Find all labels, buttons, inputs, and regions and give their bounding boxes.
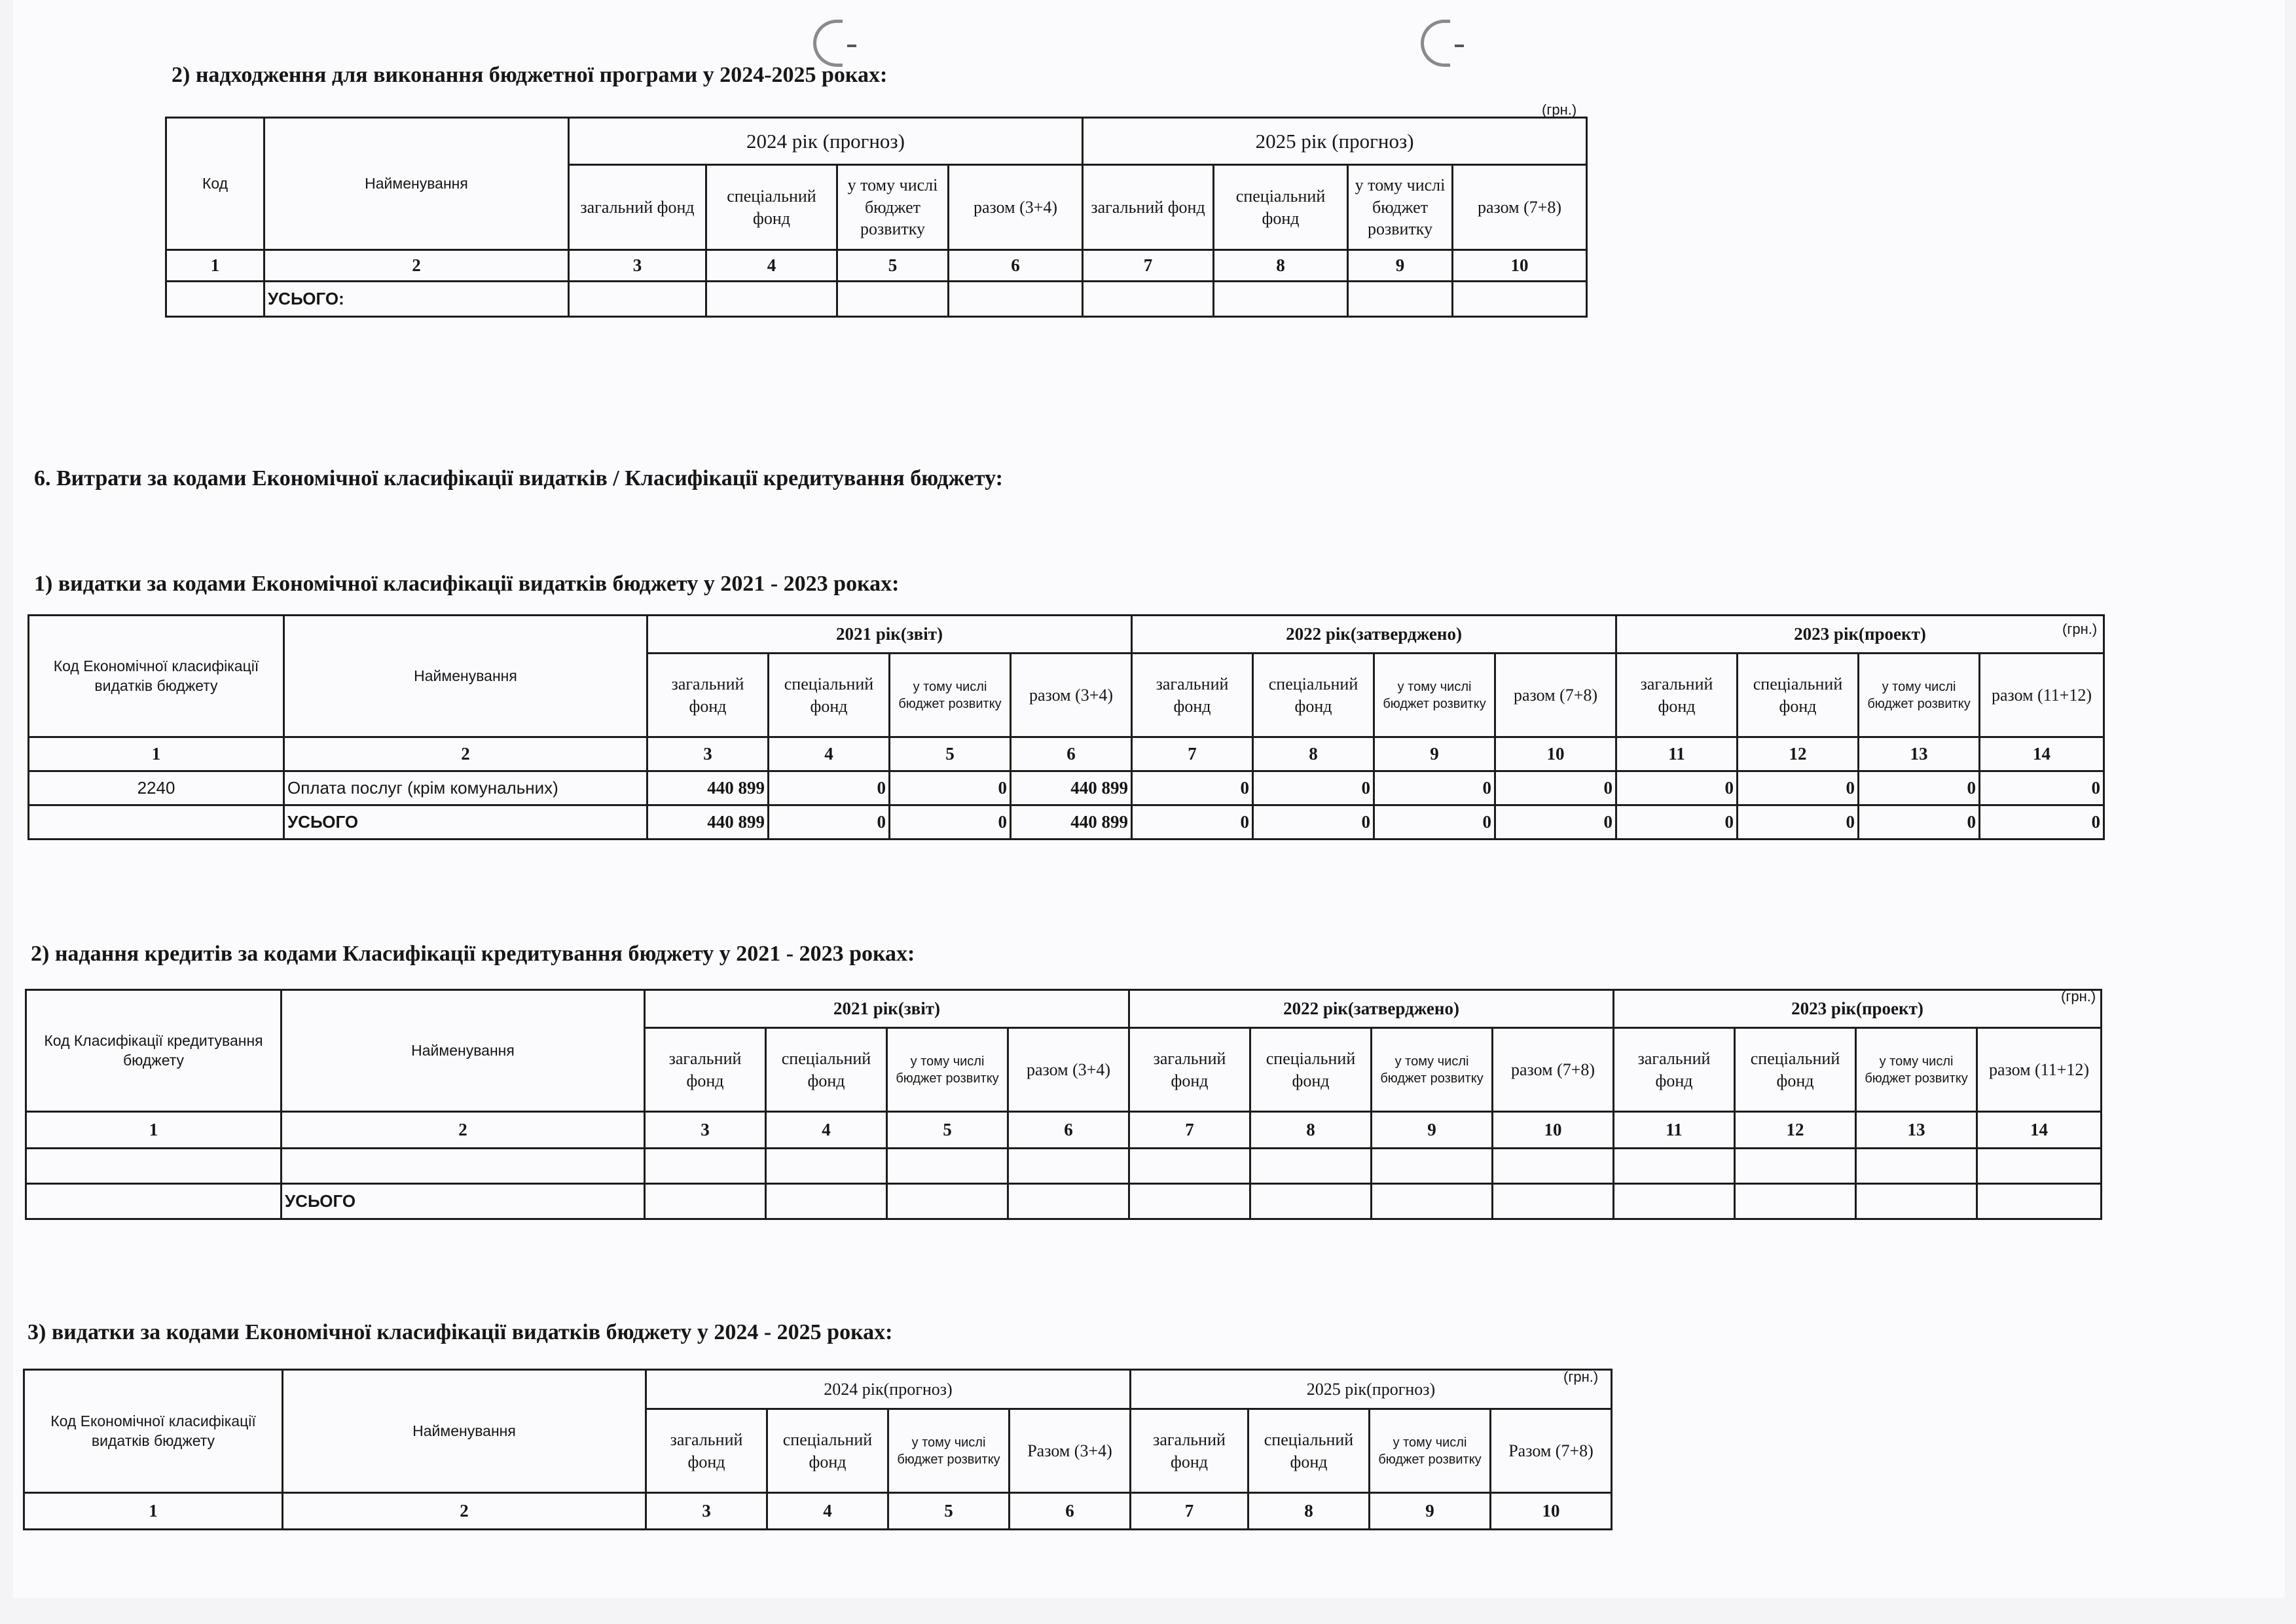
column-header-special-fund: спеціальний фонд — [706, 165, 837, 250]
period-header-2022: 2022 рік(затверджено) — [1129, 990, 1614, 1028]
column-header-special-fund: спеціальний фонд — [769, 654, 890, 737]
column-number: 9 — [1370, 1493, 1491, 1530]
column-header-total: разом (11+12) — [1980, 654, 2104, 737]
column-header-development-budget: у тому числі бюджет розвитку — [1370, 1409, 1491, 1493]
column-header-name: Найменування — [284, 616, 647, 737]
column-header-total: разом (11+12) — [1977, 1028, 2102, 1112]
column-number: 4 — [706, 250, 837, 282]
column-header-general-fund: загальний фонд — [1614, 1028, 1735, 1112]
column-number: 5 — [890, 737, 1011, 771]
column-header-development-budget: у тому числі бюджет розвитку — [1859, 654, 1980, 737]
column-header-name: Найменування — [282, 990, 645, 1112]
section-heading-receipts-2024-2025: 2) надходження для виконання бюджетної програми у 2024-2025 роках: — [172, 63, 888, 87]
column-number: 9 — [1374, 737, 1495, 771]
period-header-2025: 2025 рік(прогноз) — [1131, 1370, 1612, 1409]
total-value-cell: 0 — [769, 805, 890, 840]
total-value-cell: 0 — [1859, 805, 1980, 840]
period-header-2025: 2025 рік (прогноз) — [1083, 118, 1587, 165]
column-header-special-fund: спеціальний фонд — [1738, 654, 1859, 737]
economic-code-cell: 2240 — [29, 771, 284, 805]
total-row — [29, 805, 2104, 840]
column-number: 3 — [645, 1112, 766, 1149]
period-header-2022: 2022 рік(затверджено) — [1132, 616, 1616, 654]
column-header-development-budget: у тому числі бюджет розвитку — [1374, 654, 1495, 737]
column-number: 8 — [1253, 737, 1374, 771]
column-number: 3 — [647, 737, 769, 771]
column-header-name: Найменування — [283, 1370, 646, 1493]
column-header-total: разом (3+4) — [1008, 1028, 1129, 1112]
column-header-total: Разом (3+4) — [1010, 1409, 1131, 1493]
total-value-cell: 0 — [1495, 805, 1616, 840]
column-number-row — [24, 1493, 1612, 1530]
column-number: 12 — [1735, 1112, 1856, 1149]
period-header-2024: 2024 рік (прогноз) — [569, 118, 1083, 165]
column-number: 2 — [282, 1112, 645, 1149]
column-header-general-fund: загальний фонд — [646, 1409, 767, 1493]
column-header-credit-code: Код Класифікації кредитування бюджету — [26, 990, 282, 1112]
total-value-cell: 440 899 — [647, 805, 769, 840]
column-header-special-fund: спеціальний фонд — [1214, 165, 1348, 250]
column-header-general-fund: загальний фонд — [645, 1028, 766, 1112]
period-header-2024: 2024 рік(прогноз) — [646, 1370, 1131, 1409]
column-number-row — [26, 1112, 2102, 1149]
column-number: 6 — [1011, 737, 1132, 771]
period-header-2021: 2021 рік(звіт) — [647, 616, 1132, 654]
column-header-special-fund: спеціальний фонд — [1735, 1028, 1856, 1112]
column-number: 11 — [1616, 737, 1738, 771]
column-header-development-budget: у тому числі бюджет розвитку — [837, 165, 949, 250]
column-number: 8 — [1248, 1493, 1370, 1530]
section-heading-expenditures: 6. Витрати за кодами Економічної класифікації видатків / Класифікації кредитування бюджету: — [34, 466, 1003, 490]
total-label: УСЬОГО: — [264, 282, 569, 317]
column-header-development-budget: у тому числі бюджет розвитку — [888, 1409, 1010, 1493]
column-header-general-fund: загальний фонд — [647, 654, 769, 737]
column-header-development-budget: у тому числі бюджет розвитку — [887, 1028, 1008, 1112]
column-header-development-budget: у тому числі бюджет розвитку — [1348, 165, 1453, 250]
column-number: 9 — [1372, 1112, 1493, 1149]
total-value-cell: 0 — [1738, 805, 1859, 840]
column-number: 2 — [283, 1493, 646, 1530]
column-number: 10 — [1493, 1112, 1614, 1149]
column-header-total: разом (7+8) — [1453, 165, 1587, 250]
value-cell: 0 — [890, 771, 1011, 805]
total-value-cell: 0 — [1980, 805, 2104, 840]
column-header-general-fund: загальний фонд — [569, 165, 706, 250]
column-header-name: Найменування — [264, 118, 569, 250]
expenditures-table-2021-2023 — [27, 614, 2105, 840]
value-cell: 0 — [1980, 771, 2104, 805]
column-number: 2 — [264, 250, 569, 282]
total-value-cell: 0 — [1374, 805, 1495, 840]
binder-dash-marking — [847, 45, 856, 47]
column-number: 1 — [26, 1112, 282, 1149]
unit-label: (грн.) — [2062, 621, 2098, 637]
period-header-2023: 2023 рік(проект) — [1614, 990, 2102, 1028]
unit-label: (грн.) — [1542, 101, 1577, 118]
total-label: УСЬОГО — [282, 1184, 645, 1219]
column-number: 13 — [1859, 737, 1980, 771]
value-cell: 440 899 — [1011, 771, 1132, 805]
value-cell: 0 — [769, 771, 890, 805]
column-number-row — [166, 250, 1587, 282]
binder-dash-marking — [1455, 45, 1464, 47]
column-number: 9 — [1348, 250, 1453, 282]
column-header-special-fund: спеціальний фонд — [767, 1409, 888, 1493]
column-number: 6 — [1008, 1112, 1129, 1149]
column-number: 8 — [1214, 250, 1348, 282]
column-number: 10 — [1491, 1493, 1612, 1530]
column-number: 7 — [1131, 1493, 1248, 1530]
column-header-general-fund: загальний фонд — [1132, 654, 1253, 737]
period-header-2021: 2021 рік(звіт) — [645, 990, 1129, 1028]
period-header-2023: 2023 рік(проект) — [1616, 616, 2104, 654]
column-number: 8 — [1250, 1112, 1372, 1149]
empty-row — [26, 1149, 2102, 1184]
column-number: 13 — [1856, 1112, 1977, 1149]
section-heading-expenditures-2024-2025: 3) видатки за кодами Економічної класифікації видатків бюджету у 2024 - 2025 роках: — [27, 1320, 893, 1344]
total-row — [26, 1184, 2102, 1219]
column-header-special-fund: спеціальний фонд — [1253, 654, 1374, 737]
column-header-total: разом (3+4) — [949, 165, 1083, 250]
value-cell: 0 — [1132, 771, 1253, 805]
total-row — [166, 282, 1587, 317]
column-number: 4 — [769, 737, 890, 771]
column-number: 2 — [284, 737, 647, 771]
column-number: 3 — [646, 1493, 767, 1530]
expenditures-table-2024-2025 — [23, 1369, 1613, 1530]
column-number: 1 — [24, 1493, 283, 1530]
column-number: 6 — [1010, 1493, 1131, 1530]
value-cell: 0 — [1374, 771, 1495, 805]
section-heading-expenditures-2021-2023: 1) видатки за кодами Економічної класифікації видатків бюджету у 2021 - 2023 роках: — [34, 572, 900, 596]
section-heading-credits-2021-2023: 2) надання кредитів за кодами Класифікації кредитування бюджету у 2021 - 2023 роках: — [31, 942, 915, 966]
column-number: 11 — [1614, 1112, 1735, 1149]
column-number: 7 — [1132, 737, 1253, 771]
column-number: 3 — [569, 250, 706, 282]
total-value-cell: 440 899 — [1011, 805, 1132, 840]
item-name-cell: Оплата послуг (крім комунальних) — [284, 771, 647, 805]
total-value-cell: 0 — [1253, 805, 1374, 840]
column-number: 14 — [1980, 737, 2104, 771]
column-header-total: разом (7+8) — [1493, 1028, 1614, 1112]
column-number: 14 — [1977, 1112, 2102, 1149]
column-number-row — [29, 737, 2104, 771]
column-number: 7 — [1083, 250, 1214, 282]
column-number: 5 — [887, 1112, 1008, 1149]
column-header-economic-code: Код Економічної класифікації видатків бюджету — [24, 1370, 283, 1493]
unit-label: (грн.) — [2061, 988, 2096, 1005]
column-header-total: Разом (7+8) — [1491, 1409, 1612, 1493]
column-header-general-fund: загальний фонд — [1131, 1409, 1248, 1493]
column-number: 6 — [949, 250, 1083, 282]
column-number: 12 — [1738, 737, 1859, 771]
column-number: 1 — [29, 737, 284, 771]
receipts-table-2024-2025 — [165, 117, 1588, 318]
column-number: 10 — [1453, 250, 1587, 282]
column-header-special-fund: спеціальний фонд — [766, 1028, 887, 1112]
total-value-cell: 0 — [1616, 805, 1738, 840]
unit-label: (грн.) — [1563, 1369, 1599, 1385]
credits-table-2021-2023 — [25, 989, 2102, 1220]
value-cell: 0 — [1253, 771, 1374, 805]
column-header-general-fund: загальний фонд — [1129, 1028, 1250, 1112]
column-number: 5 — [837, 250, 949, 282]
value-cell: 0 — [1859, 771, 1980, 805]
value-cell: 0 — [1495, 771, 1616, 805]
value-cell: 440 899 — [647, 771, 769, 805]
column-number: 4 — [766, 1112, 887, 1149]
column-header-general-fund: загальний фонд — [1616, 654, 1738, 737]
column-number: 5 — [888, 1493, 1010, 1530]
column-header-code: Код — [166, 118, 264, 250]
column-header-special-fund: спеціальний фонд — [1250, 1028, 1372, 1112]
column-header-total: разом (3+4) — [1011, 654, 1132, 737]
value-cell: 0 — [1616, 771, 1738, 805]
column-header-economic-code: Код Економічної класифікації видатків бюджету — [29, 616, 284, 737]
total-value-cell: 0 — [890, 805, 1011, 840]
column-number: 1 — [166, 250, 264, 282]
total-label: УСЬОГО — [284, 805, 647, 840]
column-number: 10 — [1495, 737, 1616, 771]
column-number: 7 — [1129, 1112, 1250, 1149]
column-header-total: разом (7+8) — [1495, 654, 1616, 737]
column-header-general-fund: загальний фонд — [1083, 165, 1214, 250]
total-value-cell: 0 — [1132, 805, 1253, 840]
column-header-development-budget: у тому числі бюджет розвитку — [1372, 1028, 1493, 1112]
column-number: 4 — [767, 1493, 888, 1530]
value-cell: 0 — [1738, 771, 1859, 805]
column-header-development-budget: у тому числі бюджет розвитку — [1856, 1028, 1977, 1112]
column-header-development-budget: у тому числі бюджет розвитку — [890, 654, 1011, 737]
table-row — [29, 771, 2104, 805]
column-header-special-fund: спеціальний фонд — [1248, 1409, 1370, 1493]
